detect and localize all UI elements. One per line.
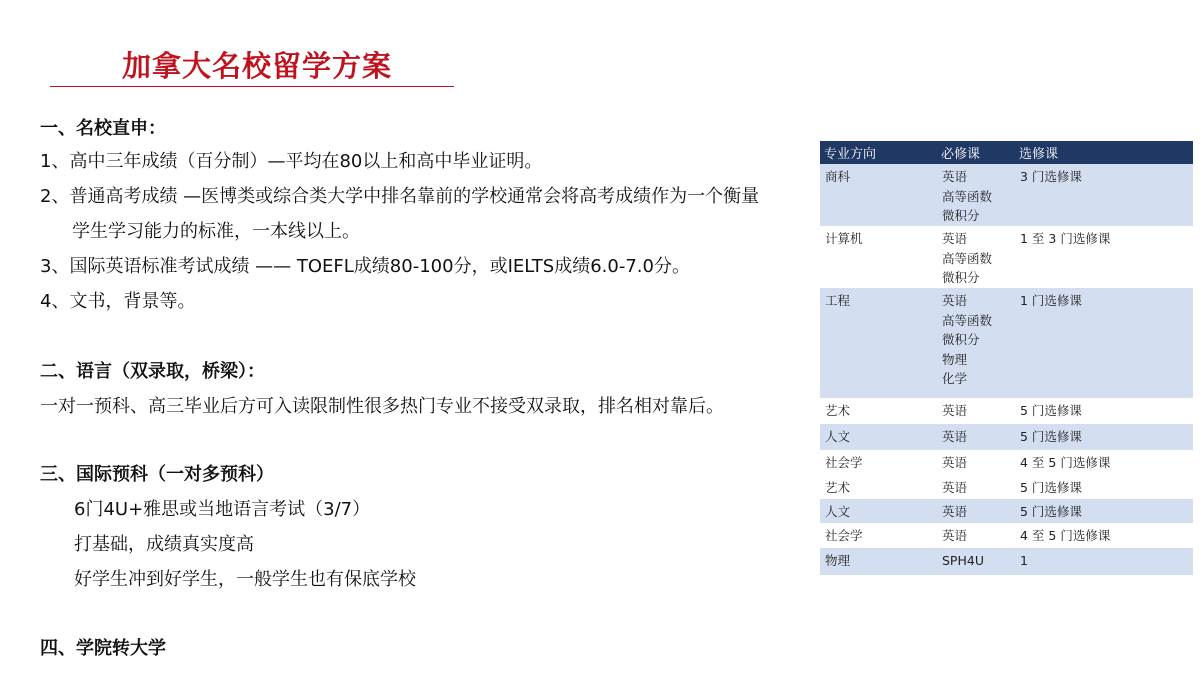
required-course: 高等函数	[942, 188, 993, 204]
section-1-item-2-cont: 学生学习能力的标准，一本线以上。	[72, 221, 360, 242]
cell-elective: 4 至 5 门选修课	[1015, 523, 1193, 548]
page-title: 加拿大名校留学方案	[122, 49, 393, 83]
cell-major: 社会学	[820, 523, 937, 548]
section-3-heading: 三、国际预科（一对多预科）	[40, 464, 274, 485]
cell-required: 英语	[937, 398, 1015, 424]
section-1-item-2: 2、普通高考成绩 —医博类或综合类大学中排名靠前的学校通常会将高考成绩作为一个衡量	[40, 186, 760, 207]
cell-required	[937, 226, 1015, 288]
table-row	[820, 475, 1193, 499]
section-3-item-1: 6门4U+雅思或当地语言考试（3/7）	[74, 499, 371, 520]
table-row	[820, 548, 1193, 575]
cell-elective: 1	[1015, 548, 1193, 575]
table-row	[820, 398, 1193, 424]
table-row	[820, 288, 1193, 398]
required-course: 物理	[942, 351, 968, 367]
section-4-heading: 四、学院转大学	[40, 638, 166, 659]
section-3-item-2: 打基础，成绩真实度高	[74, 534, 254, 555]
cell-major: 计算机	[820, 226, 937, 288]
cell-elective: 3 门选修课	[1015, 164, 1193, 226]
required-course: 微积分	[942, 208, 980, 223]
cell-required: 英语	[937, 523, 1015, 548]
cell-major: 艺术	[820, 475, 937, 499]
required-course: 英语	[942, 231, 968, 246]
title-underline	[50, 86, 454, 87]
cell-elective: 5 门选修课	[1015, 475, 1193, 499]
table-row	[820, 226, 1193, 288]
cell-elective: 1 至 3 门选修课	[1015, 226, 1193, 288]
cell-major: 物理	[820, 548, 937, 575]
required-course: 微积分	[942, 270, 980, 285]
cell-major: 艺术	[820, 398, 937, 424]
required-course: 高等函数	[942, 250, 993, 266]
section-1-item-1: 1、高中三年成绩（百分制）—平均在80以上和高中毕业证明。	[40, 151, 543, 172]
required-course: 微积分	[942, 332, 980, 347]
header-required: 必修课	[937, 141, 1015, 164]
section-2-text: 一对一预科、高三毕业后方可入读限制性很多热门专业不接受双录取，排名相对靠后。	[40, 396, 724, 417]
cell-required: SPH4U	[937, 548, 1015, 575]
section-1-item-3: 3、国际英语标准考试成绩 —— TOEFL成绩80-100分，或IELTS成绩6.0-7.0分。	[40, 256, 690, 277]
course-requirements-table	[820, 141, 1193, 575]
section-1-heading: 一、名校直申：	[40, 118, 166, 139]
section-2-heading: 二、语言（双录取，桥梁）：	[40, 361, 265, 382]
cell-major: 工程	[820, 288, 937, 398]
cell-required: 英语	[937, 499, 1015, 523]
cell-required: 英语	[937, 450, 1015, 475]
table-header-row	[820, 141, 1193, 164]
cell-required	[937, 288, 1015, 398]
header-major: 专业方向	[820, 141, 937, 164]
cell-major: 人文	[820, 499, 937, 523]
table-row	[820, 523, 1193, 548]
cell-required: 英语	[937, 475, 1015, 499]
section-3-item-3: 好学生冲到好学生，一般学生也有保底学校	[74, 569, 416, 590]
cell-elective: 1 门选修课	[1015, 288, 1193, 398]
table-row	[820, 164, 1193, 226]
cell-major: 商科	[820, 164, 937, 226]
required-course: 英语	[942, 293, 968, 308]
header-elective: 选修课	[1015, 141, 1193, 164]
cell-elective: 4 至 5 门选修课	[1015, 450, 1193, 475]
cell-major: 人文	[820, 424, 937, 450]
cell-elective: 5 门选修课	[1015, 499, 1193, 523]
cell-elective: 5 门选修课	[1015, 424, 1193, 450]
table-row	[820, 450, 1193, 475]
required-course: 化学	[942, 371, 968, 386]
cell-required: 英语	[937, 424, 1015, 450]
cell-major: 社会学	[820, 450, 937, 475]
cell-elective: 5 门选修课	[1015, 398, 1193, 424]
section-1-item-4: 4、文书，背景等。	[40, 291, 196, 312]
required-course: 英语	[942, 169, 968, 184]
required-course: 高等函数	[942, 312, 993, 328]
table-row	[820, 499, 1193, 523]
table-row	[820, 424, 1193, 450]
cell-required	[937, 164, 1015, 226]
